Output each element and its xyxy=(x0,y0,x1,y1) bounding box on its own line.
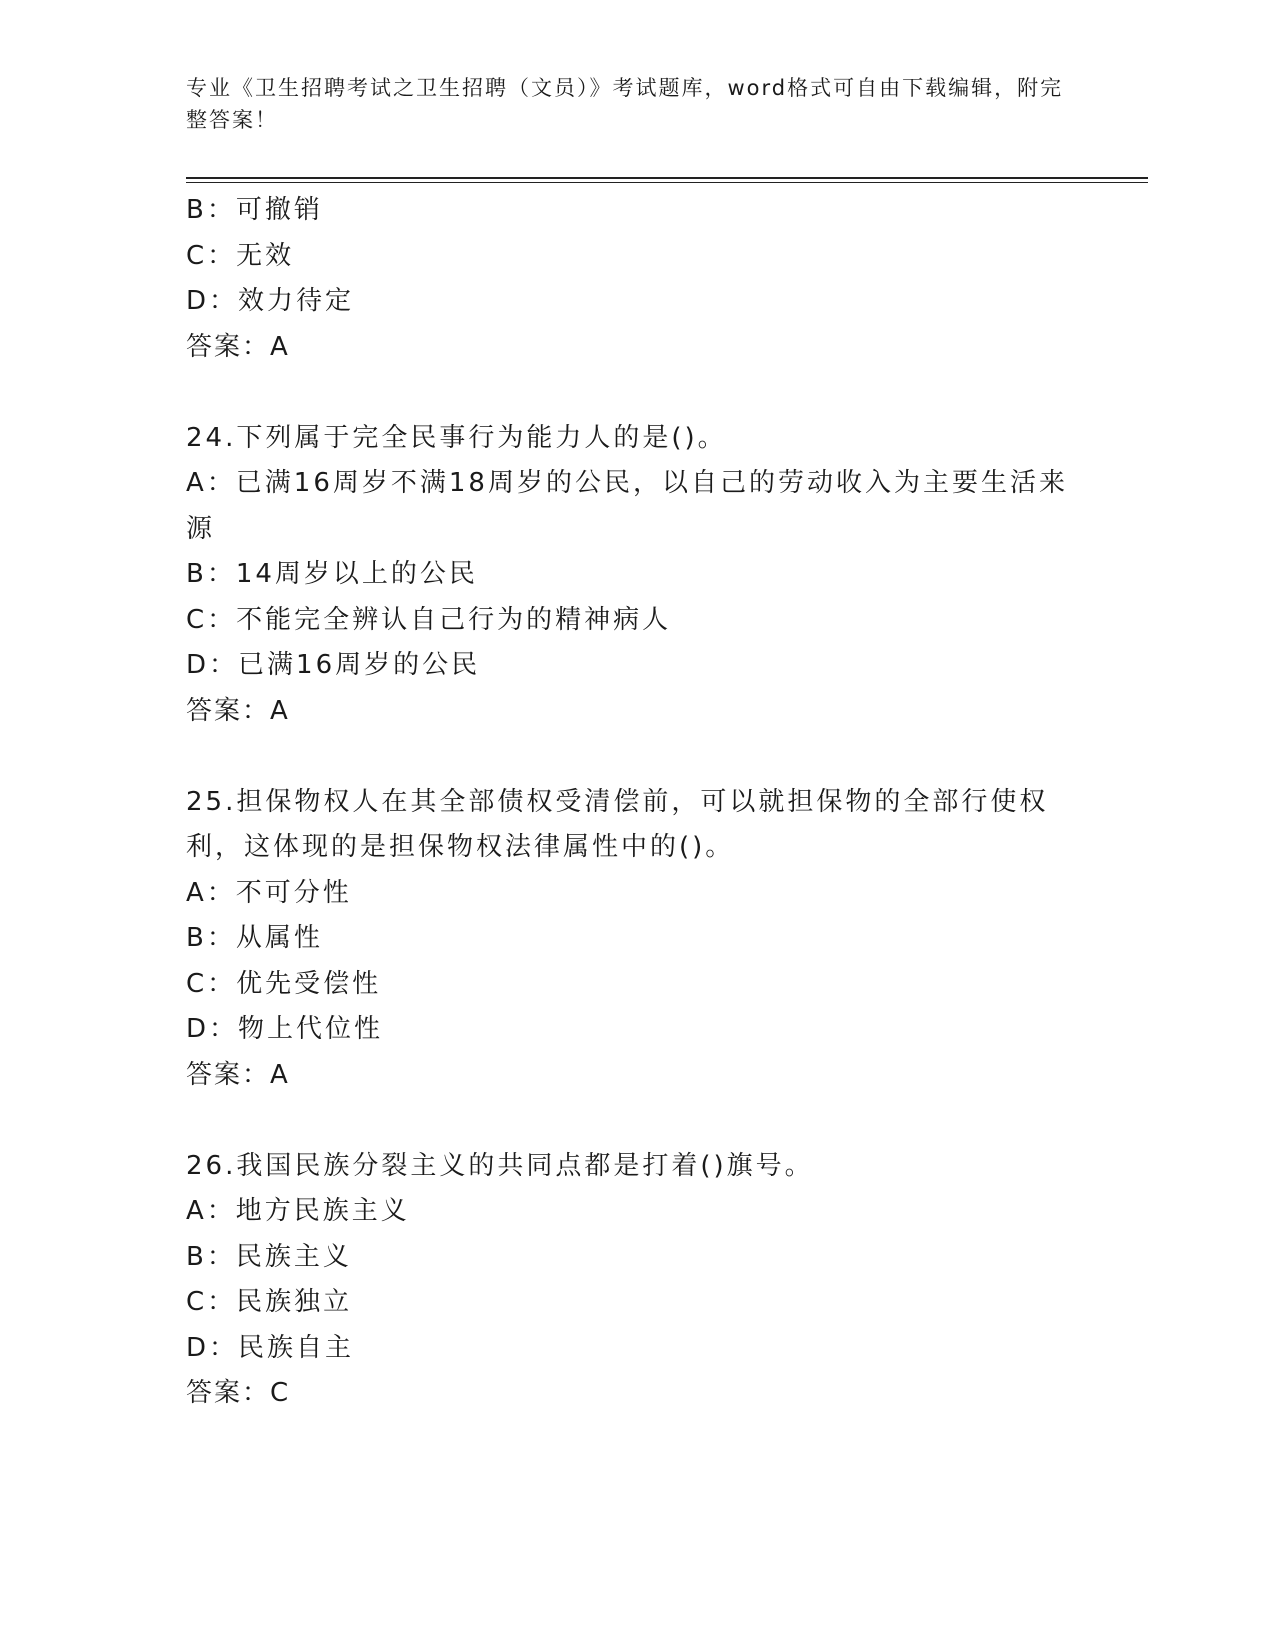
document-header xyxy=(186,72,1066,136)
option-letter: A： xyxy=(186,468,236,498)
option-b xyxy=(186,1235,1086,1281)
option-letter: D： xyxy=(186,286,239,316)
option-letter: D： xyxy=(186,1332,239,1363)
option-text: 从属性 xyxy=(235,923,323,953)
option-letter: A： xyxy=(186,1196,236,1226)
option-text: 14周岁以上的公民 xyxy=(235,559,478,589)
answer-label: 答案： xyxy=(186,1378,271,1408)
option-a xyxy=(186,461,1086,552)
option-a xyxy=(186,871,1086,917)
option-d xyxy=(186,279,1086,325)
option-text: 民族独立 xyxy=(236,1287,353,1317)
option-letter: D： xyxy=(186,1014,239,1044)
option-text: 不能完全辨认自己行为的精神病人 xyxy=(236,604,672,635)
question-text: 下列属于完全民事行为能力人的是()。 xyxy=(236,422,727,453)
option-text: 不可分性 xyxy=(235,877,352,908)
header-divider-thin xyxy=(186,182,1148,183)
answer-label: 答案： xyxy=(186,695,271,726)
option-letter: B： xyxy=(186,923,236,953)
answer-line xyxy=(186,689,1086,735)
question-block-26 xyxy=(186,1144,1086,1417)
option-text: 优先受偿性 xyxy=(236,968,382,999)
option-text: 民族主义 xyxy=(235,1241,352,1272)
spacer xyxy=(186,734,1086,780)
option-c xyxy=(186,598,1086,644)
answer-label: 答案： xyxy=(186,331,271,362)
option-d xyxy=(186,1326,1086,1372)
answer-line xyxy=(186,1053,1086,1099)
option-b xyxy=(186,188,1086,234)
option-text: 地方民族主义 xyxy=(235,1196,410,1226)
spacer xyxy=(186,1098,1086,1144)
option-d xyxy=(186,643,1086,689)
option-letter: B： xyxy=(186,1241,236,1272)
option-letter: C： xyxy=(186,1287,237,1317)
question-number: 24. xyxy=(186,422,237,453)
question-number: 26. xyxy=(186,1150,237,1181)
document-body xyxy=(186,188,1086,1417)
option-text: 已满16周岁的公民 xyxy=(238,650,481,680)
option-letter: A： xyxy=(186,877,236,908)
question-stem xyxy=(186,780,1086,871)
spacer xyxy=(186,370,1086,416)
answer-line xyxy=(186,1371,1086,1417)
prev-question-block xyxy=(186,188,1086,370)
question-number: 25. xyxy=(186,786,237,817)
question-stem xyxy=(186,1144,1086,1190)
option-text: 民族自主 xyxy=(238,1332,355,1363)
question-block-24 xyxy=(186,416,1086,735)
option-letter: C： xyxy=(186,968,237,999)
answer-value: A xyxy=(270,331,290,362)
header-title: 专业《卫生招聘考试之卫生招聘（文员）》考试题库，word格式可自由下载编辑，附完整答案！ xyxy=(186,76,1064,132)
answer-value: A xyxy=(270,695,290,726)
answer-value: A xyxy=(270,1059,290,1090)
option-a xyxy=(186,1189,1086,1235)
option-d xyxy=(186,1007,1086,1053)
option-text: 效力待定 xyxy=(238,286,355,316)
question-text: 我国民族分裂主义的共同点都是打着()旗号。 xyxy=(236,1150,814,1181)
header-divider-thick xyxy=(186,177,1148,179)
option-letter: C： xyxy=(186,240,237,271)
option-c xyxy=(186,962,1086,1008)
question-stem xyxy=(186,416,1086,462)
option-letter: B： xyxy=(186,559,236,589)
option-letter: B： xyxy=(186,195,236,225)
option-text: 可撤销 xyxy=(235,195,323,225)
option-text: 物上代位性 xyxy=(238,1014,384,1044)
option-c xyxy=(186,1280,1086,1326)
answer-line xyxy=(186,325,1086,371)
option-b xyxy=(186,916,1086,962)
option-letter: D： xyxy=(186,650,239,680)
option-letter: C： xyxy=(186,604,237,635)
option-text: 无效 xyxy=(236,240,295,271)
question-block-25 xyxy=(186,780,1086,1099)
answer-label: 答案： xyxy=(186,1059,271,1090)
option-text: 已满16周岁不满18周岁的公民，以自己的劳动收入为主要生活来源 xyxy=(186,468,1068,544)
option-b xyxy=(186,552,1086,598)
answer-value: C xyxy=(270,1378,291,1408)
option-c xyxy=(186,234,1086,280)
question-text: 担保物权人在其全部债权受清偿前，可以就担保物的全部行使权利，这体现的是担保物权法律属性中的()。 xyxy=(186,786,1049,862)
